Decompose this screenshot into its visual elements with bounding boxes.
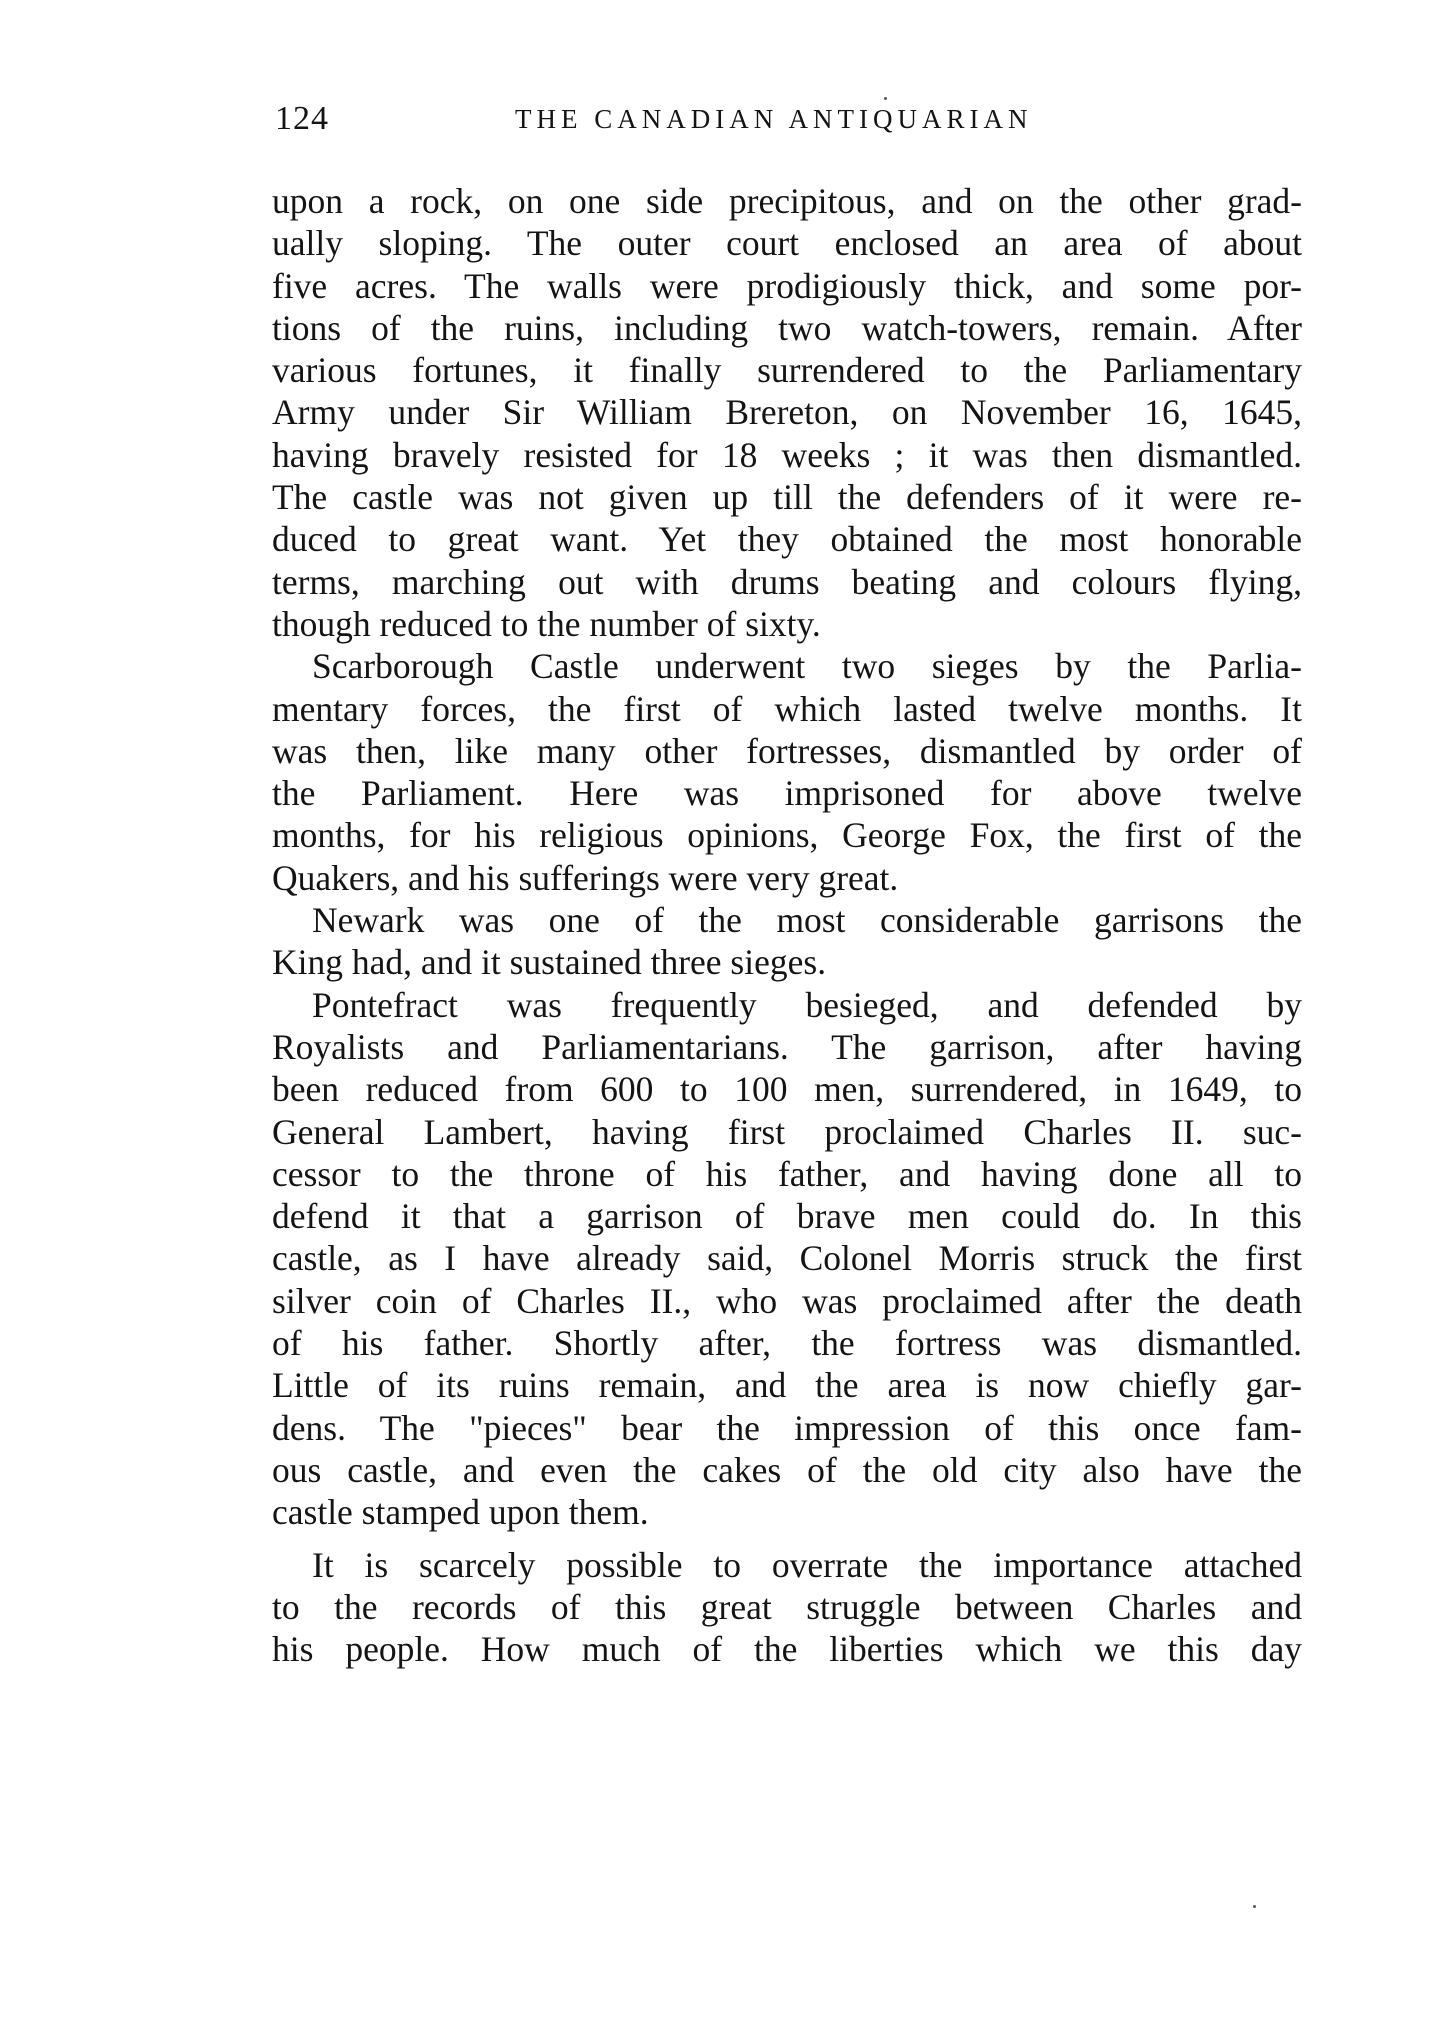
text-line: having bravely resisted for 18 weeks ; it was then dismantled. <box>272 434 1302 475</box>
text-line: ually sloping. The outer court enclosed an area of about <box>272 223 1302 264</box>
text-line: the Parliament. Here was imprisoned for above twelve <box>272 773 1302 814</box>
journal-title: THE CANADIAN ANTIQUARIAN <box>515 104 1033 134</box>
text-line: ous castle, and even the cakes of the old city also have the <box>272 1449 1302 1490</box>
text-line: The castle was not given up till the defenders of it were re- <box>272 477 1302 518</box>
text-line: his people. How much of the liberties which we this day <box>272 1629 1302 1670</box>
text-line: been reduced from 600 to 100 men, surrendered, in 1649, to <box>272 1069 1302 1110</box>
text-line: castle stamped upon them. <box>272 1492 649 1533</box>
text-line: months, for his religious opinions, George Fox, the first of the <box>272 815 1302 856</box>
text-line: King had, and it sustained three sieges. <box>272 942 827 983</box>
paragraph-first-line: Scarborough Castle underwent two sieges by the Parlia- <box>312 646 1302 687</box>
text-line: Quakers, and his sufferings were very great. <box>272 857 899 898</box>
text-line: castle, as I have already said, Colonel Morris struck the first <box>272 1238 1302 1279</box>
text-line: to the records of this great struggle between Charles and <box>272 1586 1302 1627</box>
text-line: of his father. Shortly after, the fortress was dismantled. <box>272 1323 1302 1364</box>
text-line: duced to great want. Yet they obtained the most honorable <box>272 519 1302 560</box>
text-line: Army under Sir William Brereton, on November 16, 1645, <box>272 392 1302 433</box>
paragraph-first-line: Newark was one of the most considerable garrisons the <box>312 900 1302 941</box>
text-line: Royalists and Parliamentarians. The garrison, after having <box>272 1026 1302 1067</box>
text-line: silver coin of Charles II., who was proclaimed after the death <box>272 1280 1302 1321</box>
text-line: Little of its ruins remain, and the area is now chiefly gar- <box>272 1365 1302 1406</box>
text-line: dens. The "pieces" bear the impression of this once fam- <box>272 1407 1302 1448</box>
text-line: General Lambert, having first proclaimed Charles II. suc- <box>272 1111 1302 1152</box>
text-line: terms, marching out with drums beating and colours flying, <box>272 561 1302 602</box>
paragraph-first-line: It is scarcely possible to overrate the importance attached <box>312 1544 1302 1585</box>
text-line: was then, like many other fortresses, dismantled by order of <box>272 730 1302 771</box>
text-line: defend it that a garrison of brave men could do. In this <box>272 1196 1302 1237</box>
page-number: 124 <box>275 100 329 137</box>
print-speck <box>884 97 887 100</box>
text-line: though reduced to the number of sixty. <box>272 603 821 644</box>
text-line: tions of the ruins, including two watch-towers, remain. After <box>272 307 1302 348</box>
print-speck <box>1253 1905 1256 1908</box>
text-line: mentary forces, the first of which lasted twelve months. It <box>272 688 1302 729</box>
text-line: cessor to the throne of his father, and having done all to <box>272 1153 1302 1194</box>
running-head <box>275 100 1325 150</box>
text-line: various fortunes, it finally surrendered to the Parliamentary <box>272 350 1302 391</box>
text-line: five acres. The walls were prodigiously thick, and some por- <box>272 265 1302 306</box>
body-text <box>272 180 1302 1670</box>
paragraph-first-line: Pontefract was frequently besieged, and defended by <box>312 984 1302 1025</box>
text-line: upon a rock, on one side precipitous, and on the other grad- <box>272 181 1302 221</box>
